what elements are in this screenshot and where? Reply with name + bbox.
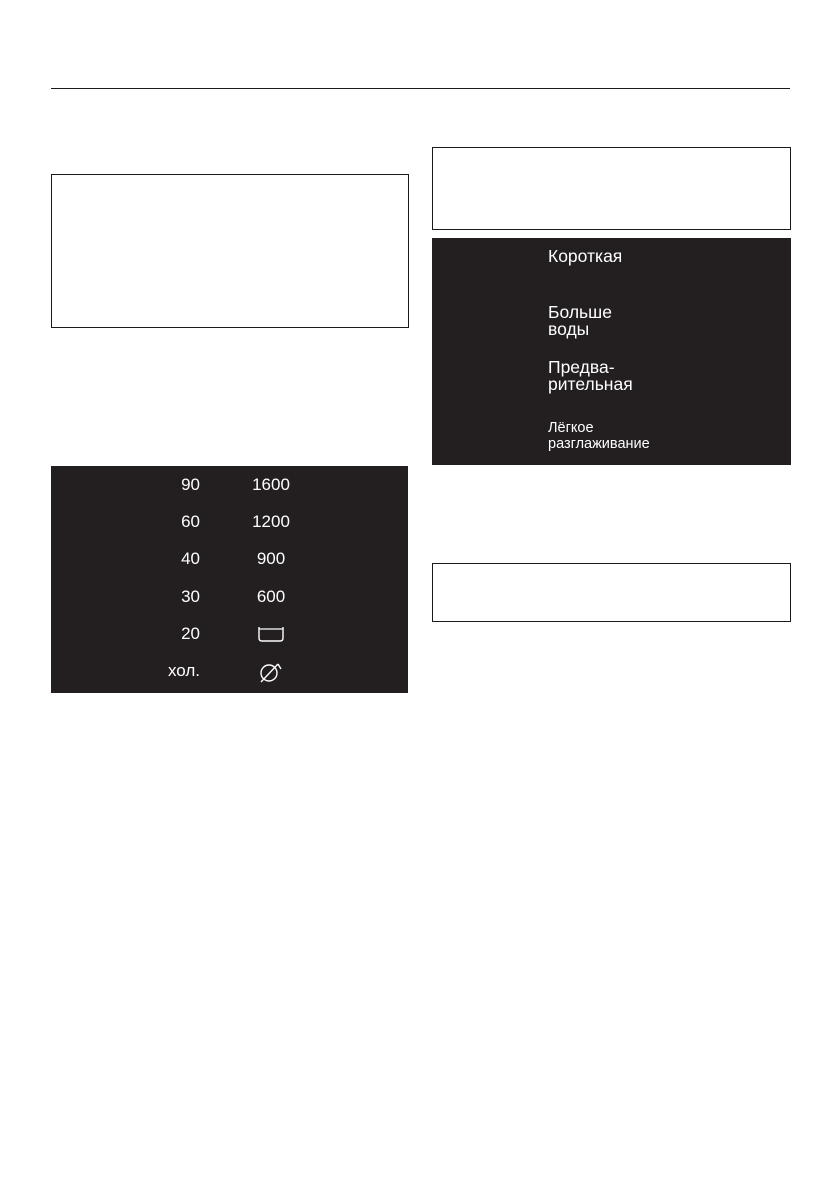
temp-spin-row-90 [51,473,408,497]
temperature-value: 40 [181,549,200,568]
options-panel [432,238,791,465]
option-more-water-line1: Больше [548,302,612,322]
option-easy-iron-line2: разглаживание [548,436,650,452]
no-spin-crossed-circle-icon [257,660,285,691]
temperature-value: 30 [181,587,200,606]
right-note-frame-bottom [432,563,791,622]
temp-spin-row-40 [51,547,408,571]
temp-spin-row-cold [51,659,408,683]
header-rule [51,88,790,89]
temperature-value: хол. [167,661,200,680]
temp-spin-row-60 [51,510,408,534]
temperature-value: 90 [181,475,200,494]
option-prewash-line2: рительная [548,374,633,394]
option-more-water [548,304,612,338]
temp-spin-row-30 [51,585,408,609]
option-more-water-line2: воды [548,319,590,339]
temp-spin-row-20 [51,622,408,646]
option-short [548,248,622,265]
spin-speed-value: 600 [256,587,286,606]
temperature-spin-panel [51,466,408,693]
option-prewash [548,359,633,393]
option-easy-iron-line1: Лёгкое [548,420,594,436]
spin-speed-value: 1200 [252,512,290,531]
rinse-hold-tub-icon [257,625,285,650]
option-short-label: Короткая [548,246,623,266]
spin-speed-value: 1600 [252,475,290,494]
temperature-value: 20 [181,624,200,643]
spin-speed-value: 900 [256,549,286,568]
right-note-frame-top [432,147,791,230]
temperature-value: 60 [181,512,200,531]
option-prewash-line1: Предва- [548,357,615,377]
option-easy-iron [548,420,650,452]
left-note-frame [51,174,409,328]
